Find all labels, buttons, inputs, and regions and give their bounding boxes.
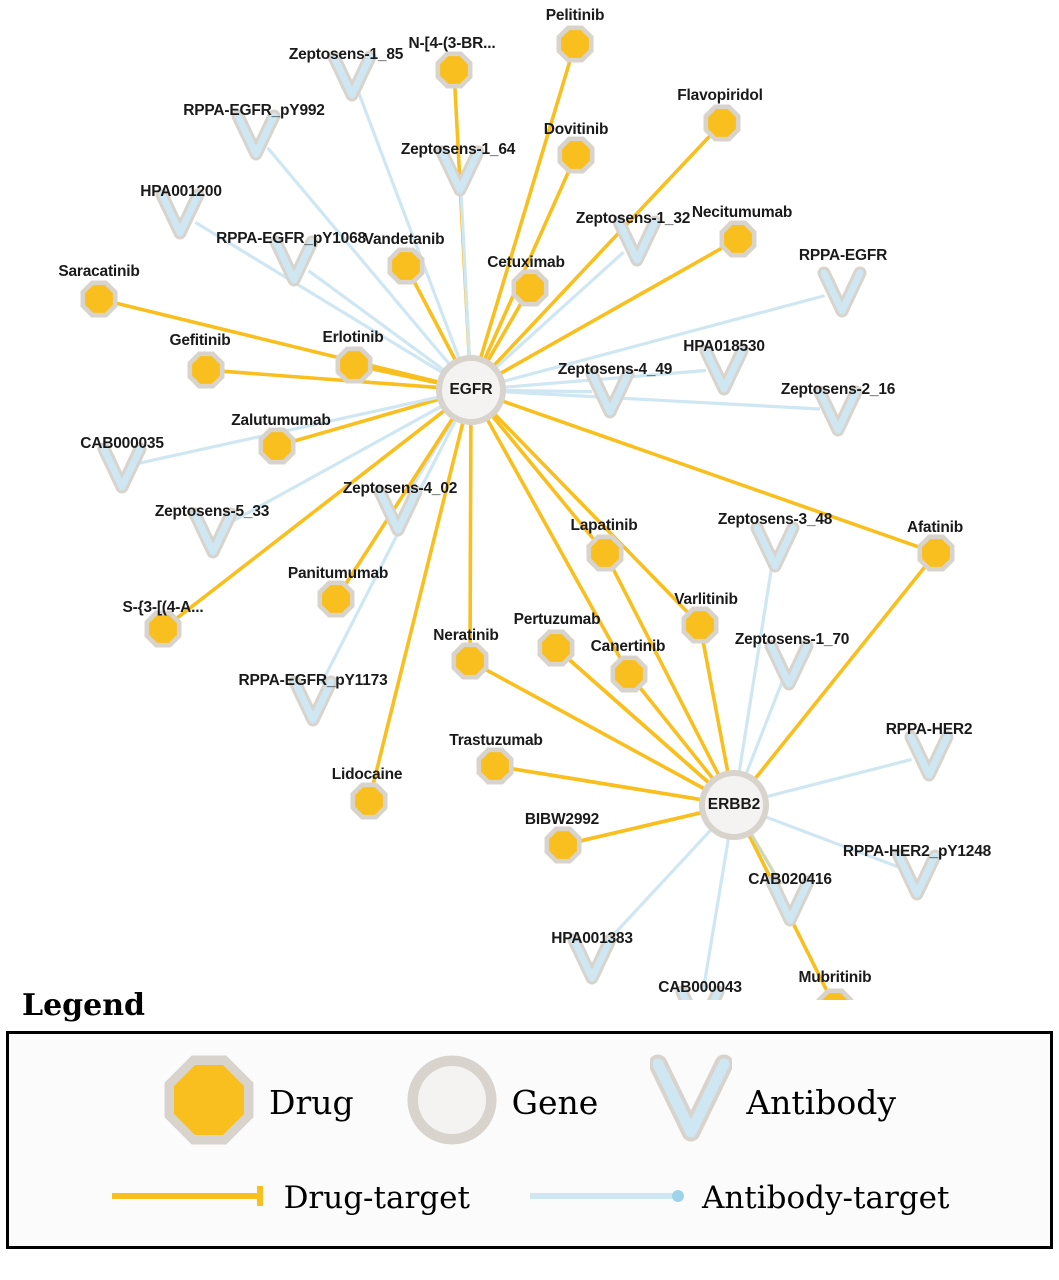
gene-label-EGFR: EGFR bbox=[449, 381, 493, 398]
node-label-zeptosens_2_16: Zeptosens-2_16 bbox=[780, 381, 896, 398]
node-antibody-rppa_her2_py1248[interactable] bbox=[899, 856, 935, 894]
node-core bbox=[440, 56, 468, 84]
node-label-cab000043: CAB000043 bbox=[658, 979, 742, 996]
node-label-dovitinib: Dovitinib bbox=[543, 121, 609, 138]
node-core bbox=[615, 660, 643, 688]
node-core bbox=[724, 225, 752, 253]
edge-drug bbox=[703, 643, 729, 782]
node-drug-pertuzumab[interactable] bbox=[538, 630, 575, 667]
node-label-panitumumab: Panitumumab bbox=[287, 565, 389, 582]
edge-antibody bbox=[757, 759, 911, 799]
node-core bbox=[549, 831, 577, 859]
edge-drug bbox=[478, 61, 570, 367]
node-label-lapatinib: Lapatinib bbox=[570, 517, 638, 534]
node-label-rppa_egfr_py1068: RPPA-EGFR_pY1068 bbox=[216, 230, 366, 247]
node-core bbox=[542, 634, 570, 662]
node-label-n4_3br: N-[4-(3-BR... bbox=[408, 35, 496, 52]
legend-item-antibody bbox=[650, 1054, 896, 1151]
node-label-varlitinib: Varlitinib bbox=[674, 591, 738, 608]
edge-drug bbox=[513, 769, 711, 801]
node-label-zeptosens_1_70: Zeptosens-1_70 bbox=[734, 631, 850, 648]
node-core bbox=[708, 109, 736, 137]
node-drug-panitumumab[interactable] bbox=[318, 581, 355, 618]
node-core bbox=[686, 611, 714, 639]
node-drug-lidocaine[interactable] bbox=[351, 783, 388, 820]
edge-antibody bbox=[495, 391, 820, 409]
edge-antibody bbox=[461, 188, 470, 366]
antibody-node-icon bbox=[650, 1054, 732, 1151]
node-label-zeptosens_1_85: Zeptosens-1_85 bbox=[288, 46, 404, 63]
legend-label-drug-target: Drug-target bbox=[283, 1180, 470, 1216]
node-label-cetuximab: Cetuximab bbox=[487, 254, 565, 271]
node-core bbox=[456, 647, 484, 675]
node-drug-necitumumab[interactable] bbox=[720, 221, 757, 258]
edge-drug bbox=[494, 398, 919, 547]
node-core bbox=[322, 585, 350, 613]
node-label-zeptosens_3_48: Zeptosens-3_48 bbox=[717, 511, 833, 528]
legend-label-antibody-target: Antibody-target bbox=[701, 1180, 950, 1216]
node-core bbox=[899, 856, 935, 894]
edge-drug bbox=[749, 567, 925, 786]
node-label-zeptosens_1_32: Zeptosens-1_32 bbox=[575, 210, 691, 227]
node-core bbox=[355, 787, 383, 815]
edge-drug bbox=[414, 282, 460, 369]
node-drug-gefitinib[interactable] bbox=[188, 352, 225, 389]
legend-item-antibody-target bbox=[528, 1180, 949, 1216]
legend-label-drug: Drug bbox=[269, 1082, 354, 1122]
node-label-flavopiridol: Flavopiridol bbox=[677, 87, 763, 104]
legend-item-drug bbox=[163, 1054, 354, 1151]
node-drug-n4_3br[interactable] bbox=[436, 52, 473, 89]
node-label-hpa001200: HPA001200 bbox=[140, 183, 222, 200]
edge-drug bbox=[640, 688, 719, 786]
legend bbox=[0, 988, 1059, 1249]
node-label-necitumumab: Necitumumab bbox=[691, 204, 793, 221]
drug-target-edge-icon bbox=[110, 1183, 270, 1214]
node-antibody-rppa_her2[interactable] bbox=[911, 737, 947, 775]
antibody-target-edge-icon bbox=[528, 1183, 688, 1214]
node-label-rppa_egfr: RPPA-EGFR bbox=[798, 247, 888, 264]
node-label-pertuzumab: Pertuzumab bbox=[513, 611, 601, 628]
node-drug-trastuzumab[interactable] bbox=[477, 748, 514, 785]
node-label-s3_4a: S-{3-[(4-A... bbox=[122, 599, 204, 616]
legend-item-drug-target bbox=[110, 1180, 470, 1216]
node-core bbox=[104, 449, 140, 487]
node-label-saracatinib: Saracatinib bbox=[58, 263, 140, 280]
node-core bbox=[516, 274, 544, 302]
node-label-erlotinib: Erlotinib bbox=[322, 329, 384, 346]
node-antibody-hpa018530[interactable] bbox=[706, 351, 742, 389]
node-drug-zalutumumab[interactable] bbox=[259, 428, 296, 465]
node-drug-lapatinib[interactable] bbox=[587, 535, 624, 572]
node-core bbox=[706, 351, 742, 389]
node-label-zeptosens_1_64: Zeptosens-1_64 bbox=[400, 141, 516, 158]
node-label-zeptosens_4_02: Zeptosens-4_02 bbox=[342, 480, 458, 497]
node-drug-erlotinib[interactable] bbox=[336, 347, 373, 384]
node-core bbox=[392, 252, 420, 280]
legend-title: Legend bbox=[22, 988, 146, 1023]
edge-antibody bbox=[358, 92, 462, 368]
node-label-rppa_egfr_py1173: RPPA-EGFR_pY1173 bbox=[238, 672, 388, 689]
node-label-cab000035: CAB000035 bbox=[80, 435, 164, 452]
node-drug-bibw2992[interactable] bbox=[545, 827, 582, 864]
node-drug-afatinib[interactable] bbox=[918, 535, 955, 572]
node-label-gefitinib: Gefitinib bbox=[169, 332, 231, 349]
node-core bbox=[85, 285, 113, 313]
legend-box bbox=[6, 1031, 1053, 1249]
node-drug-cetuximab[interactable] bbox=[512, 270, 549, 307]
node-core bbox=[757, 528, 793, 566]
node-antibody-zeptosens_3_48[interactable] bbox=[757, 528, 793, 566]
node-core bbox=[591, 539, 619, 567]
node-label-afatinib: Afatinib bbox=[906, 519, 964, 536]
legend-label-antibody: Antibody bbox=[746, 1082, 896, 1122]
node-core bbox=[561, 30, 589, 58]
edge-drug bbox=[224, 371, 447, 388]
node-drug-canertinib[interactable] bbox=[611, 656, 648, 693]
node-core bbox=[771, 646, 807, 684]
node-core bbox=[922, 539, 950, 567]
node-label-hpa001383: HPA001383 bbox=[551, 930, 633, 947]
node-label-trastuzumab: Trastuzumab bbox=[449, 732, 543, 749]
node-label-pelitinib: Pelitinib bbox=[545, 7, 605, 24]
node-label-vandetanib: Vandetanib bbox=[363, 231, 445, 248]
node-antibody-rppa_egfr[interactable] bbox=[824, 273, 860, 311]
node-drug-varlitinib[interactable] bbox=[682, 607, 719, 644]
node-label-canertinib: Canertinib bbox=[590, 638, 666, 655]
edge-drug bbox=[488, 407, 688, 612]
node-drug-pelitinib[interactable] bbox=[557, 26, 594, 63]
node-label-cab020416: CAB020416 bbox=[748, 871, 832, 888]
legend-item-gene bbox=[406, 1054, 599, 1151]
node-drug-flavopiridol[interactable] bbox=[704, 105, 741, 142]
drug-node-icon bbox=[163, 1054, 255, 1151]
node-label-zalutumumab: Zalutumumab bbox=[231, 412, 331, 429]
node-core bbox=[192, 356, 220, 384]
node-drug-neratinib[interactable] bbox=[452, 643, 489, 680]
node-label-rppa_egfr_py992: RPPA-EGFR_pY992 bbox=[183, 102, 325, 119]
node-antibody-cab000035[interactable] bbox=[104, 449, 140, 487]
legend-label-gene: Gene bbox=[511, 1082, 599, 1122]
node-core bbox=[149, 615, 177, 643]
node-label-rppa_her2: RPPA-HER2 bbox=[885, 721, 973, 738]
node-label-zeptosens_4_49: Zeptosens-4_49 bbox=[557, 361, 673, 378]
edge-drug bbox=[470, 414, 471, 643]
node-core bbox=[562, 141, 590, 169]
gene-label-ERBB2: ERBB2 bbox=[707, 796, 761, 813]
node-label-zeptosens_5_33: Zeptosens-5_33 bbox=[154, 503, 270, 520]
gene-node-icon bbox=[406, 1054, 498, 1151]
edge-drug bbox=[581, 810, 711, 840]
node-core bbox=[481, 752, 509, 780]
node-drug-vandetanib[interactable] bbox=[388, 248, 425, 285]
node-label-lidocaine: Lidocaine bbox=[331, 766, 403, 783]
node-core bbox=[824, 273, 860, 311]
edge-antibody bbox=[604, 823, 717, 945]
node-label-bibw2992: BIBW2992 bbox=[524, 811, 600, 828]
node-core bbox=[263, 432, 291, 460]
node-label-mubritinib: Mubritinib bbox=[798, 969, 872, 986]
node-core bbox=[911, 737, 947, 775]
node-antibody-zeptosens_1_70[interactable] bbox=[771, 646, 807, 684]
node-core bbox=[340, 351, 368, 379]
node-label-hpa018530: HPA018530 bbox=[683, 338, 765, 355]
node-drug-saracatinib[interactable] bbox=[81, 281, 118, 318]
node-label-rppa_her2_py1248: RPPA-HER2_pY1248 bbox=[842, 843, 992, 860]
node-label-neratinib: Neratinib bbox=[433, 627, 499, 644]
node-drug-dovitinib[interactable] bbox=[558, 137, 595, 174]
edge-antibody bbox=[703, 829, 730, 993]
